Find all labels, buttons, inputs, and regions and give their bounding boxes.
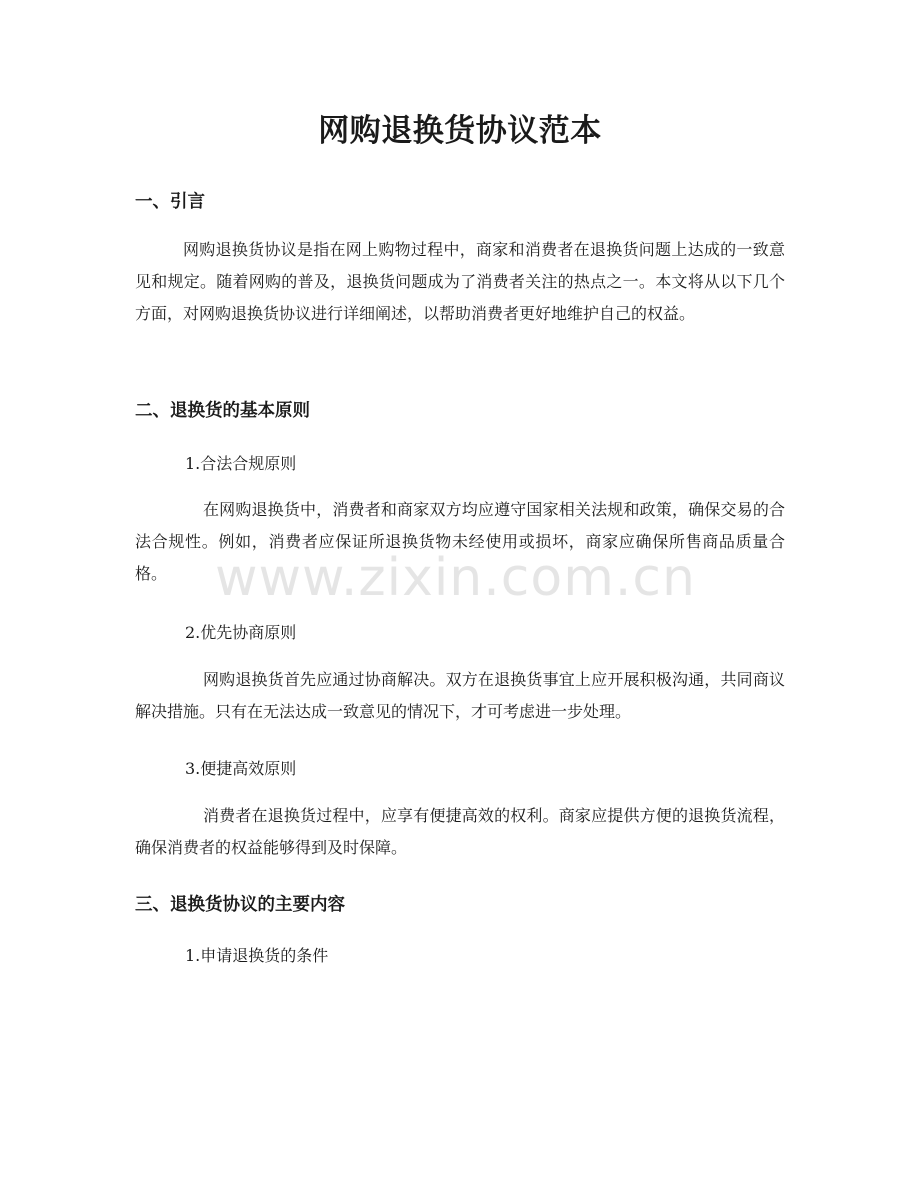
principle-3-label: 3.便捷高效原则	[185, 759, 297, 778]
content-item-1-label: 1.申请退换货的条件	[185, 946, 329, 965]
principle-2-label: 2.优先协商原则	[185, 623, 297, 642]
section-heading-principles: 二、退换货的基本原则	[135, 401, 310, 421]
principle-3-paragraph: 消费者在退换货过程中，应享有便捷高效的权利。商家应提供方便的退换货流程，确保消费者的权益能够得到及时保障。	[135, 806, 785, 857]
watermark-text: www.zixin.com.cn	[215, 548, 696, 608]
document-title: 网购退换货协议范本	[318, 113, 602, 149]
principle-2-paragraph: 网购退换货首先应通过协商解决。双方在退换货事宜上应开展积极沟通，共同商议解决措施。只有在无法达成一致意见的情况下，才可考虑进一步处理。	[135, 670, 785, 721]
section-heading-content: 三、退换货协议的主要内容	[135, 895, 345, 915]
principle-1-label: 1.合法合规原则	[185, 454, 297, 473]
intro-paragraph: 网购退换货协议是指在网上购物过程中，商家和消费者在退换货问题上达成的一致意见和规定。随着网购的普及，退换货问题成为了消费者关注的热点之一。本文将从以下几个方面，对网购退换货协议进行详细阐述，以帮助消费者更好地维护自己的权益。	[135, 240, 785, 323]
section-heading-intro: 一、引言	[135, 192, 205, 212]
principle-1-paragraph: 在网购退换货中，消费者和商家双方均应遵守国家相关法规和政策，确保交易的合法合规性。例如，消费者应保证所退换货物未经使用或损坏，商家应确保所售商品质量合格。	[135, 500, 785, 583]
